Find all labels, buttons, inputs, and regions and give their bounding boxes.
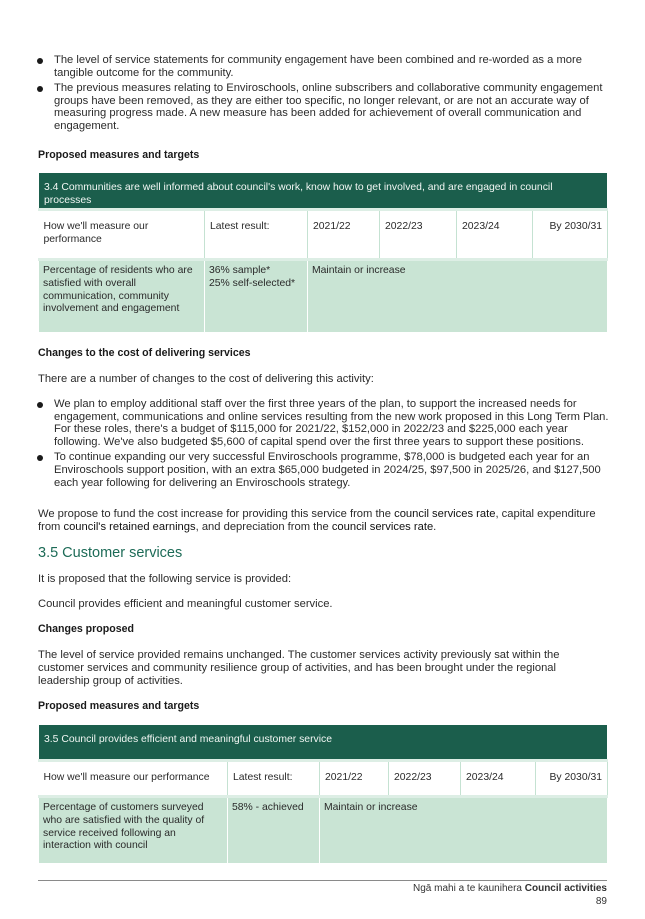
table-row: [39, 797, 608, 864]
column-header-measure: How we'll measure our performance: [39, 761, 228, 797]
column-header-latest: Latest result:: [205, 210, 308, 260]
column-header-2021-22: 2021/22: [308, 210, 380, 260]
changes-proposed-heading: Changes proposed: [38, 623, 134, 635]
footer-section: Council activities: [524, 883, 607, 894]
target-cell: Maintain or increase: [320, 797, 608, 864]
target-cell: Maintain or increase: [308, 260, 608, 333]
column-header-2030-31: By 2030/31: [533, 210, 608, 260]
changes-cost-heading: Changes to the cost of delivering services: [38, 347, 251, 359]
latest-result-cell: [205, 260, 308, 333]
column-header-2021-22: 2021/22: [320, 761, 389, 797]
section-title: 3.5 Customer services: [38, 545, 183, 561]
measure-cell: Percentage of customers surveyed who are satisfied with the quality of service received following an interaction with council: [39, 797, 228, 864]
latest-result-self-selected: 25% self-selected*: [209, 277, 296, 289]
column-header-measure: How we'll measure our performance: [39, 210, 205, 260]
column-header-latest: Latest result:: [228, 761, 320, 797]
column-header-2022-23: 2022/23: [380, 210, 457, 260]
cost-bullet-list: [37, 398, 609, 492]
funding-text: .: [433, 520, 437, 533]
table-title: 3.5 Council provides efficient and meaningful customer service: [39, 725, 608, 761]
funding-term: council services rate: [394, 508, 496, 520]
column-header-2030-31: By 2030/31: [536, 761, 608, 797]
list-item: To continue expanding our very successful Enviroschools programme, $78,000 is budgeted each year for an Enviroschools support position, with an extra $65,000 budgeted in 2024/25, $97,500 in 2025/26, and $127,500 each year following for delivering an Enviroschools strategy.: [37, 451, 609, 489]
proposed-measures-heading-1: Proposed measures and targets: [38, 149, 200, 161]
funding-paragraph: [38, 508, 608, 534]
proposed-measures-heading-2: Proposed measures and targets: [38, 700, 200, 712]
funding-term: council services rate: [331, 520, 434, 533]
measures-table-3-5: [38, 724, 608, 864]
page-number: 89: [595, 896, 607, 907]
intro-bullet-list: [37, 54, 609, 136]
service-statement: Council provides efficient and meaningful customer service.: [38, 598, 333, 610]
table-title: 3.4 Communities are well informed about council's work, know how to get involved, and are engaged in council processes: [39, 173, 608, 210]
measure-cell: Percentage of residents who are satisfied with overall communication, community involvement and engagement: [39, 260, 205, 333]
latest-result-sample: 36% sample*: [209, 265, 271, 276]
column-header-2022-23: 2022/23: [389, 761, 461, 797]
section-intro-text: It is proposed that the following service is provided:: [38, 573, 292, 585]
funding-text: We propose to fund the cost increase for providing this service from the: [38, 508, 395, 520]
funding-text: , capital expenditure from: [38, 508, 596, 533]
changes-proposed-text: The level of service provided remains unchanged. The customer services activity previously sat within the customer services and community resilience group of activities, and has been brought under the regional leadership group of activities.: [38, 649, 560, 687]
column-header-2023-24: 2023/24: [457, 210, 533, 260]
list-item: We plan to employ additional staff over the first three years of the plan, to support the increased needs for engagement, communications and online services resulting from the new work proposed in this Long Term Plan. For these roles, there's a budget of $115,000 for 2021/22, $152,000 in 2022/23 and $225,000 each year following. We've also budgeted $5,600 of capital spend over the first three years to support these positions.: [37, 398, 609, 448]
funding-text: , and depreciation from the: [195, 520, 332, 533]
table-row: [39, 260, 608, 333]
measures-table-3-4: [38, 172, 608, 333]
list-item: The level of service statements for community engagement have been combined and re-worded as a more tangible outcome for the community.: [37, 54, 609, 79]
column-header-2023-24: 2023/24: [461, 761, 536, 797]
footer-divider: [38, 880, 607, 881]
latest-result-cell: 58% - achieved: [228, 797, 320, 864]
list-item: The previous measures relating to Enviroschools, online subscribers and collaborative community engagement groups have been removed, as they are either too specific, no longer relevant, or are not an accurate way of measuring progress made. A new measure has been added for achievement of overall communication and engagement.: [37, 82, 609, 132]
footer-label: [413, 883, 607, 894]
funding-term: council's retained earnings: [63, 520, 196, 533]
footer-group: Ngā mahi a te kaunihera: [413, 883, 522, 894]
cost-intro-text: There are a number of changes to the cost of delivering this activity:: [38, 373, 374, 385]
